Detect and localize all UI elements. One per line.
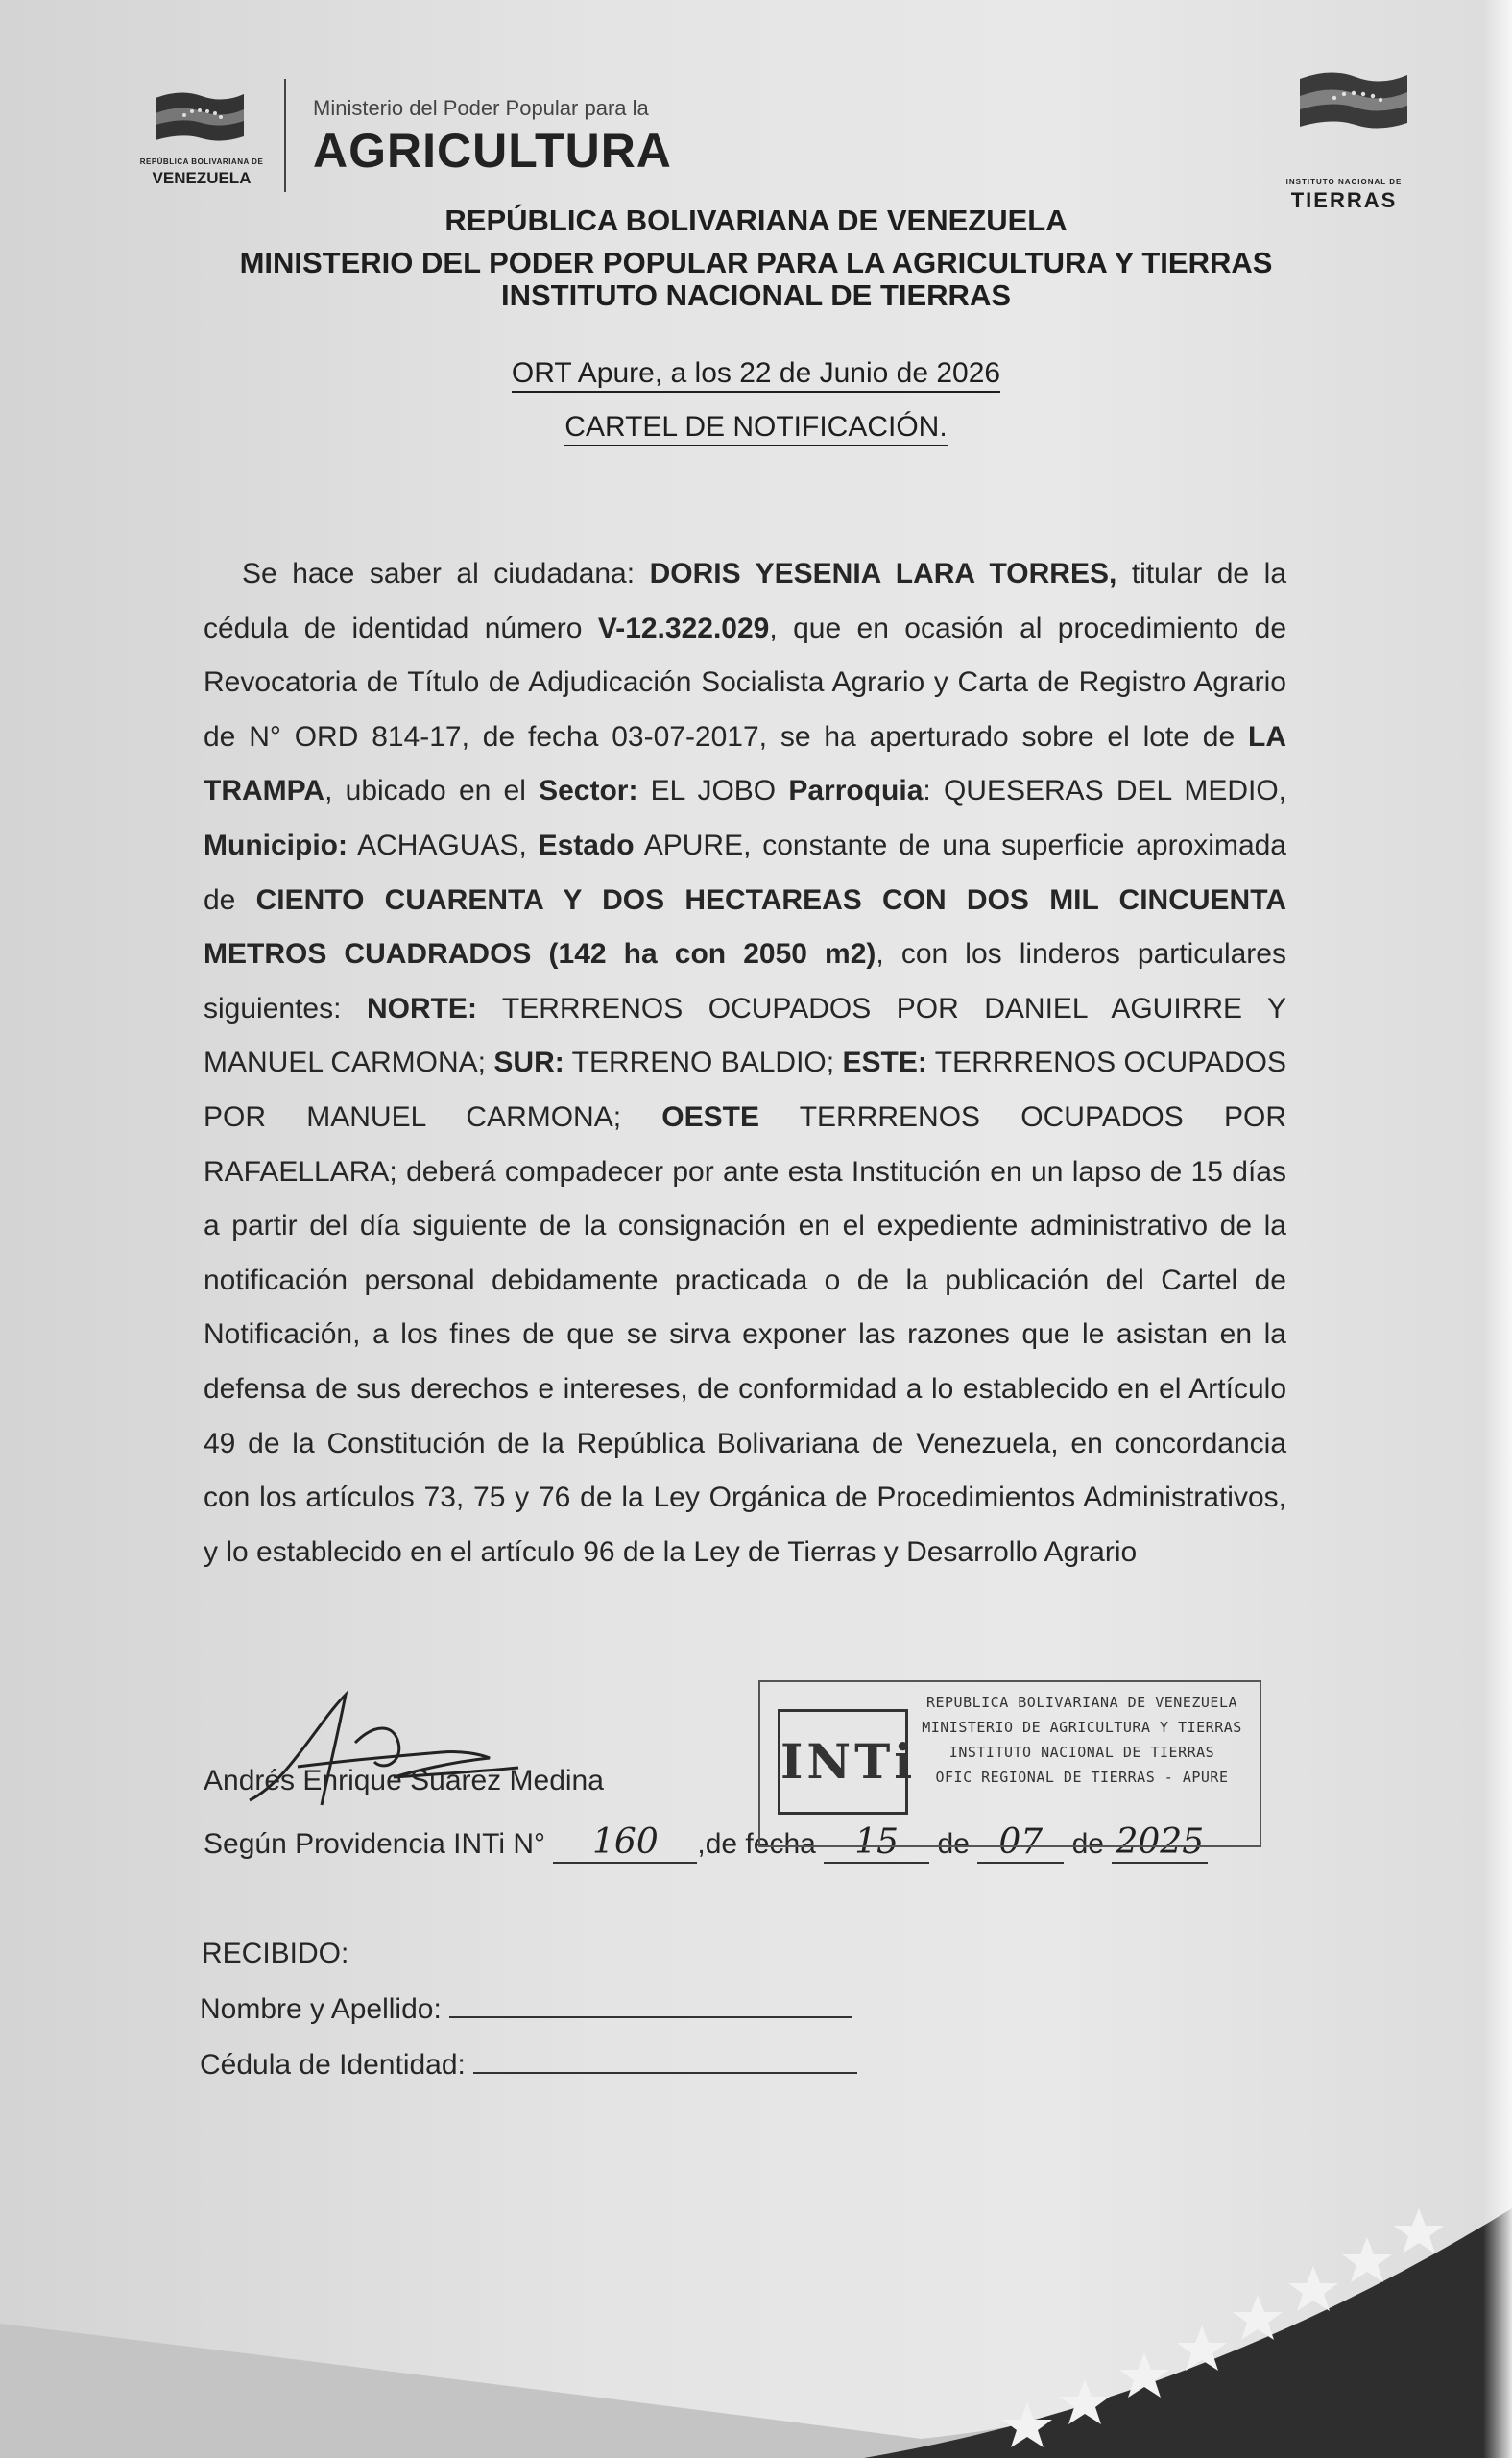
providencia-number-field bbox=[553, 1822, 697, 1864]
waving-flag-icon bbox=[152, 86, 248, 148]
handwritten-signature bbox=[230, 1685, 576, 1819]
providencia-label: Según Providencia INTi N° bbox=[204, 1828, 546, 1860]
parroquia-label: Parroquia bbox=[788, 775, 924, 807]
lot-name: LA TRAMPA bbox=[204, 720, 1286, 807]
north-value: TERRRENOS OCUPADOS POR DANIEL AGUIRRE Y MANUEL CARMONA; bbox=[204, 992, 1286, 1079]
inti-stamp-logo bbox=[778, 1709, 917, 1815]
body-text-5: , con los linderos particulares siguientes: bbox=[204, 938, 1286, 1024]
estado-label: Estado bbox=[538, 829, 635, 861]
body-text-3: , que en ocasión al procedimiento de Revocatoria de Título de Adjudicación Socialista Agrario y Carta de Registro Agrario de N° ORD 814-17, de fecha 03-07-2017, se ha aperturado sobre el lote de bbox=[204, 612, 1287, 753]
inti-small-text: INSTITUTO NACIONAL DE bbox=[1285, 178, 1403, 186]
estado-value: APURE, constante de una superficie aproximada de bbox=[204, 829, 1286, 916]
ministry-name: AGRICULTURA bbox=[313, 124, 672, 178]
fecha-month: 07 bbox=[998, 1822, 1044, 1862]
received-name-field[interactable] bbox=[449, 1993, 852, 2018]
inti-logo bbox=[1267, 58, 1421, 212]
received-id-line bbox=[200, 2049, 857, 2082]
cartel-title bbox=[0, 411, 1512, 444]
body-text-1: Se hace saber al ciudadana: bbox=[242, 558, 650, 590]
south-value: TERRENO BALDIO; bbox=[564, 1047, 843, 1079]
stamp-line-4: OFIC REGIONAL DE TIERRAS - APURE bbox=[935, 1769, 1229, 1786]
received-label: RECIBIDO: bbox=[202, 1938, 349, 1969]
body-text-2: titular de la cédula de identidad número bbox=[204, 558, 1287, 644]
page-edge bbox=[1483, 0, 1512, 2458]
body-text-4: , ubicado en el bbox=[324, 775, 540, 807]
title-republic: REPÚBLICA BOLIVARIANA DE VENEZUELA bbox=[444, 204, 1068, 237]
cartel-title-text: CARTEL DE NOTIFICACIÓN. bbox=[564, 411, 947, 446]
venezuela-logo bbox=[134, 75, 269, 200]
stamp-line-3: INSTITUTO NACIONAL DE TIERRAS bbox=[948, 1744, 1215, 1761]
country-small-text: REPÚBLICA BOLIVARIANA DE bbox=[139, 157, 264, 166]
logo-divider bbox=[284, 79, 286, 192]
place-date-text: ORT Apure, a los 22 de Junio de 2026 bbox=[512, 357, 1000, 393]
west-label: OESTE bbox=[661, 1100, 759, 1133]
citizen-id: V-12.322.029 bbox=[597, 612, 770, 644]
fecha-label: ,de fecha bbox=[697, 1828, 816, 1860]
municipio-label: Municipio: bbox=[204, 829, 348, 861]
official-stamp bbox=[758, 1680, 1261, 1847]
de-label-1: de bbox=[937, 1828, 970, 1860]
sector-value: EL JOBO bbox=[637, 775, 789, 807]
stamp-line-2: MINISTERIO DE AGRICULTURA Y TIERRAS bbox=[922, 1719, 1242, 1736]
ministry-small-text: Ministerio del Poder Popular para la bbox=[313, 96, 649, 120]
footer-stars-decoration bbox=[0, 2189, 1512, 2458]
place-date bbox=[0, 357, 1512, 390]
de-label-2: de bbox=[1071, 1828, 1104, 1860]
surface-area: CIENTO CUARENTA Y DOS HECTAREAS CON DOS MIL CINCUENTA METROS CUADRADOS (142 ha con 2050 m2) bbox=[204, 883, 1286, 971]
received-id-label: Cédula de Identidad: bbox=[200, 2049, 466, 2081]
received-name-label: Nombre y Apellido: bbox=[200, 1993, 442, 2025]
signatory-name: Andrés Enrique Suarez Medina bbox=[204, 1765, 604, 1796]
providencia-number: 160 bbox=[592, 1822, 659, 1862]
fecha-day: 15 bbox=[854, 1822, 900, 1862]
received-name-line bbox=[200, 1993, 852, 2026]
waving-flag-icon bbox=[1296, 65, 1411, 134]
citizen-name: DORIS YESENIA LARA TORRES, bbox=[649, 558, 1117, 590]
south-label: SUR: bbox=[493, 1047, 564, 1079]
fecha-year: 2025 bbox=[1116, 1822, 1205, 1862]
inti-stamp-logo-text: INTi bbox=[780, 1733, 917, 1790]
country-name: VENEZUELA bbox=[152, 169, 252, 187]
municipio-value: ACHAGUAS, bbox=[347, 829, 539, 861]
notification-body bbox=[204, 547, 1286, 1579]
title-ministry: MINISTERIO DEL PODER POPULAR PARA LA AGRICULTURA Y TIERRAS bbox=[239, 246, 1273, 279]
east-value: TERRRENOS OCUPADOS POR MANUEL CARMONA; bbox=[204, 1047, 1286, 1133]
stamp-text bbox=[909, 1690, 1255, 1790]
east-label: ESTE: bbox=[842, 1047, 927, 1079]
north-label: NORTE: bbox=[366, 992, 477, 1024]
inti-word: TIERRAS bbox=[1290, 188, 1398, 212]
title-institute: INSTITUTO NACIONAL DE TIERRAS bbox=[500, 278, 1012, 312]
received-id-field[interactable] bbox=[473, 2049, 857, 2074]
sector-label: Sector: bbox=[539, 775, 638, 807]
stamp-line-1: REPUBLICA BOLIVARIANA DE VENEZUELA bbox=[925, 1694, 1238, 1711]
west-value: TERRRENOS OCUPADOS POR RAFAELLARA; deberá compadecer por ante esta Institución en un lapso de 15 días a partir del día siguiente de la consignación en el expediente administrativo de la notificación personal debidamente practicada o de la publicación del Cartel de Notificación, a los fines de que se sirva exponer las razones que le asistan en la defensa de sus derechos e intereses, de conformidad a lo establecido en el Artículo 49 de la Constitución de la República Bolivariana de Venezuela, en concordancia con los artículos 73, 75 y 76 de la Ley Orgánica de Procedimientos Administrativos, y lo establecido en el artículo 96 de la Ley de Tierras y Desarrollo Agrario bbox=[204, 1100, 1286, 1568]
parroquia-value: : QUESERAS DEL MEDIO, bbox=[923, 775, 1287, 807]
